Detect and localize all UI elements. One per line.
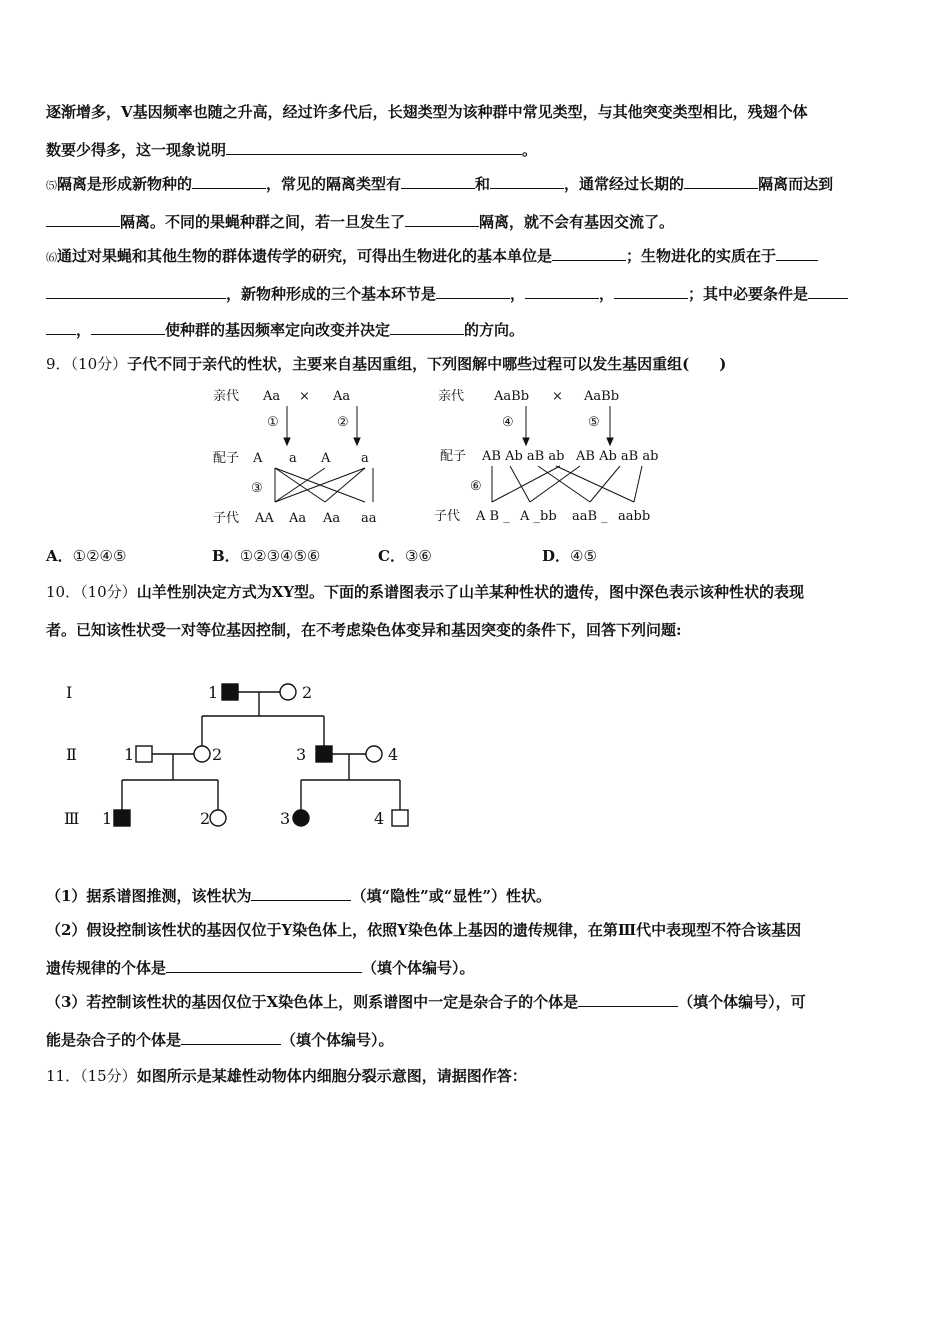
individual-number: 1: [208, 683, 219, 702]
item-5-line-1: [46, 174, 906, 196]
option-d[interactable]: D．④⑤: [542, 547, 597, 565]
cross-symbol: ×: [299, 389, 310, 404]
offspring-label: 子代: [434, 509, 461, 524]
option-c[interactable]: C．③⑥: [378, 547, 432, 565]
paragraph-text: 逐渐增多，V基因频率也随之升高，经过许多代后，长翅类型为该种群中常见类型，与其他突变类型相比，残翅个体: [46, 103, 808, 121]
gamete-label: 配子: [213, 451, 240, 466]
offspring: Aa: [289, 511, 307, 526]
offspring-label: 子代: [213, 511, 240, 526]
gamete: a: [361, 451, 369, 466]
parent2: Aa: [333, 389, 351, 404]
parent-label: 亲代: [438, 389, 465, 404]
answer-blank[interactable]: [525, 284, 599, 299]
sub-question-text: （1）据系谱图推测，该性状为: [46, 887, 252, 905]
answer-blank[interactable]: [436, 284, 510, 299]
answer-blank[interactable]: [405, 212, 479, 227]
item-5-line-2: [46, 212, 906, 232]
female-unaffected: [280, 684, 296, 700]
question-text: 者。已知该性状受一对等位基因控制，在不考虑染色体变异和基因突变的条件下，回答下列问题:: [46, 621, 682, 639]
answer-blank[interactable]: [578, 992, 678, 1007]
female-unaffected: [210, 810, 226, 826]
item-text: ，: [76, 321, 92, 339]
offspring: AA: [255, 511, 274, 526]
gametes: AB Ab aB ab: [482, 449, 565, 464]
individual-number: 2: [200, 809, 211, 828]
answer-blank[interactable]: [91, 320, 165, 335]
individual-number: 2: [302, 683, 313, 702]
parent1: AaBb: [494, 389, 530, 404]
question-points: （10分）: [70, 355, 128, 373]
item-text: ，新物种形成的三个基本环节是: [226, 285, 437, 303]
question-9-stem: [46, 354, 906, 374]
female-unaffected: [366, 746, 382, 762]
q10-sub-2-line-1: [46, 920, 906, 940]
answer-blank[interactable]: [552, 246, 626, 261]
text-line: [46, 140, 906, 160]
gamete: A: [253, 451, 263, 466]
individual-number: 1: [102, 809, 113, 828]
answer-blank[interactable]: [390, 320, 464, 335]
question-text: 山羊性别决定方式为XY型。下面的系谱图表示了山羊某种性状的遗传，图中深色表示该种性状的表现: [136, 583, 805, 601]
item-6-line-1: [46, 246, 906, 268]
male-unaffected: [136, 746, 152, 762]
question-text: 子代不同于亲代的性状，主要来自基因重组，下列图解中哪些过程可以发生基因重组( ): [127, 355, 727, 373]
parent1: Aa: [263, 389, 281, 404]
item-text: ；其中必要条件是: [688, 285, 809, 303]
step-marker: ④: [502, 415, 514, 430]
question-text: 如图所示是某雄性动物体内细胞分裂示意图，请据图作答：: [136, 1067, 527, 1085]
generation-label: Ⅲ: [64, 809, 80, 828]
answer-blank[interactable]: [808, 284, 848, 299]
item-6-line-2: [46, 284, 906, 304]
answer-blank[interactable]: [401, 174, 475, 189]
generation-label: Ⅱ: [66, 745, 77, 764]
item-marker: ⑹: [46, 251, 57, 264]
sub-question-text: （填个体编号）。: [281, 1031, 394, 1049]
sub-question-text: （填个体编号）。: [362, 959, 475, 977]
item-text: ，通常经过长期的: [564, 175, 685, 193]
sub-question-text: （填个体编号），可: [678, 993, 806, 1011]
item-text: 通过对果蝇和其他生物的群体遗传学的研究，可得出生物进化的基本单位是: [57, 247, 553, 265]
answer-blank[interactable]: [776, 246, 818, 261]
offspring: A B _: [476, 509, 510, 524]
individual-number: 1: [124, 745, 135, 764]
question-10-stem-2: [46, 620, 906, 640]
answer-blank[interactable]: [181, 1030, 281, 1045]
step-marker: ①: [267, 415, 279, 430]
sub-question-text: 遗传规律的个体是: [46, 959, 167, 977]
answer-blank[interactable]: [614, 284, 688, 299]
question-number: 9．: [46, 355, 71, 373]
item-text: ；生物进化的实质在于: [626, 247, 777, 265]
question-number: 11．: [46, 1067, 81, 1085]
item-text: 隔离是形成新物种的: [57, 175, 193, 193]
sub-question-text: （3）若控制该性状的基因仅位于X染色体上，则系谱图中一定是杂合子的个体是: [46, 993, 579, 1011]
item-marker: ⑸: [46, 179, 57, 192]
q10-sub-3-line-2: [46, 1030, 906, 1050]
answer-blank[interactable]: [166, 958, 362, 973]
parent-label: 亲代: [213, 389, 240, 404]
question-11-stem: [46, 1066, 906, 1086]
male-affected: [114, 810, 130, 826]
male-affected: [222, 684, 238, 700]
male-affected: [316, 746, 332, 762]
step-marker: ⑥: [470, 479, 482, 494]
offspring: A _bb: [520, 509, 557, 524]
parent2: AaBb: [584, 389, 620, 404]
paragraph-text: 。: [522, 141, 538, 159]
pedigree-chart: [60, 670, 420, 840]
individual-number: 3: [280, 809, 291, 828]
item-text: 隔离。不同的果蝇种群之间，若一旦发生了: [120, 213, 406, 231]
text-line: [46, 102, 906, 122]
female-affected: [293, 810, 309, 826]
q10-sub-3-line-1: [46, 992, 906, 1012]
answer-blank[interactable]: [192, 174, 266, 189]
female-unaffected: [194, 746, 210, 762]
item-text: ，: [510, 285, 526, 303]
answer-blank[interactable]: [46, 320, 76, 335]
question-points: （10分）: [80, 583, 137, 601]
sub-question-text: （2）假设控制该性状的基因仅位于Y染色体上，依照Y染色体上基因的遗传规律，在第Ⅲ代中表现型不符合该基因: [46, 921, 802, 939]
sub-question-text: （填“隐性”或“显性”）性状。: [351, 887, 551, 905]
answer-blank[interactable]: [251, 886, 351, 901]
question-number: 10．: [46, 583, 81, 601]
paragraph-text: 数要少得多，这一现象说明: [46, 141, 227, 159]
individual-number: 2: [212, 745, 223, 764]
sub-question-text: 能是杂合子的个体是: [46, 1031, 182, 1049]
q9-diagram-left: [205, 382, 405, 530]
individual-number: 4: [388, 745, 399, 764]
item-text: 使种群的基因频率定向改变并决定: [165, 321, 391, 339]
answer-blank[interactable]: [490, 174, 564, 189]
q9-diagram-right: [430, 382, 670, 530]
gamete: A: [321, 451, 331, 466]
item-text: ，: [599, 285, 615, 303]
item-text: 隔离，就不会有基因交流了。: [479, 213, 675, 231]
offspring: Aa: [323, 511, 341, 526]
answer-blank[interactable]: [684, 174, 758, 189]
step-marker: ⑤: [588, 415, 600, 430]
answer-blank[interactable]: [226, 140, 522, 155]
individual-number: 3: [296, 745, 307, 764]
q10-sub-2-line-2: [46, 958, 906, 978]
generation-label: Ⅰ: [66, 683, 73, 702]
male-unaffected: [392, 810, 408, 826]
item-text: 的方向。: [464, 321, 525, 339]
item-6-line-3: [46, 320, 906, 340]
gamete: a: [289, 451, 297, 466]
question-points: （15分）: [80, 1067, 137, 1085]
question-10-stem-1: [46, 582, 906, 602]
answer-blank[interactable]: [46, 212, 120, 227]
q10-sub-1: [46, 886, 906, 906]
item-text: 隔离而达到: [758, 175, 834, 193]
offspring: aaB _: [572, 509, 608, 524]
offspring: aa: [361, 511, 377, 526]
cross-symbol: ×: [552, 389, 563, 404]
item-text: 和: [475, 175, 491, 193]
individual-number: 4: [374, 809, 385, 828]
offspring: aabb: [618, 509, 651, 524]
option-b[interactable]: B．①②③④⑤⑥: [212, 547, 321, 565]
gamete-label: 配子: [440, 449, 467, 464]
item-text: ，常见的隔离类型有: [266, 175, 402, 193]
option-a[interactable]: A．①②④⑤: [46, 547, 127, 565]
gametes: AB Ab aB ab: [576, 449, 659, 464]
step-marker: ③: [251, 481, 263, 496]
step-marker: ②: [337, 415, 349, 430]
answer-blank[interactable]: [46, 284, 226, 299]
